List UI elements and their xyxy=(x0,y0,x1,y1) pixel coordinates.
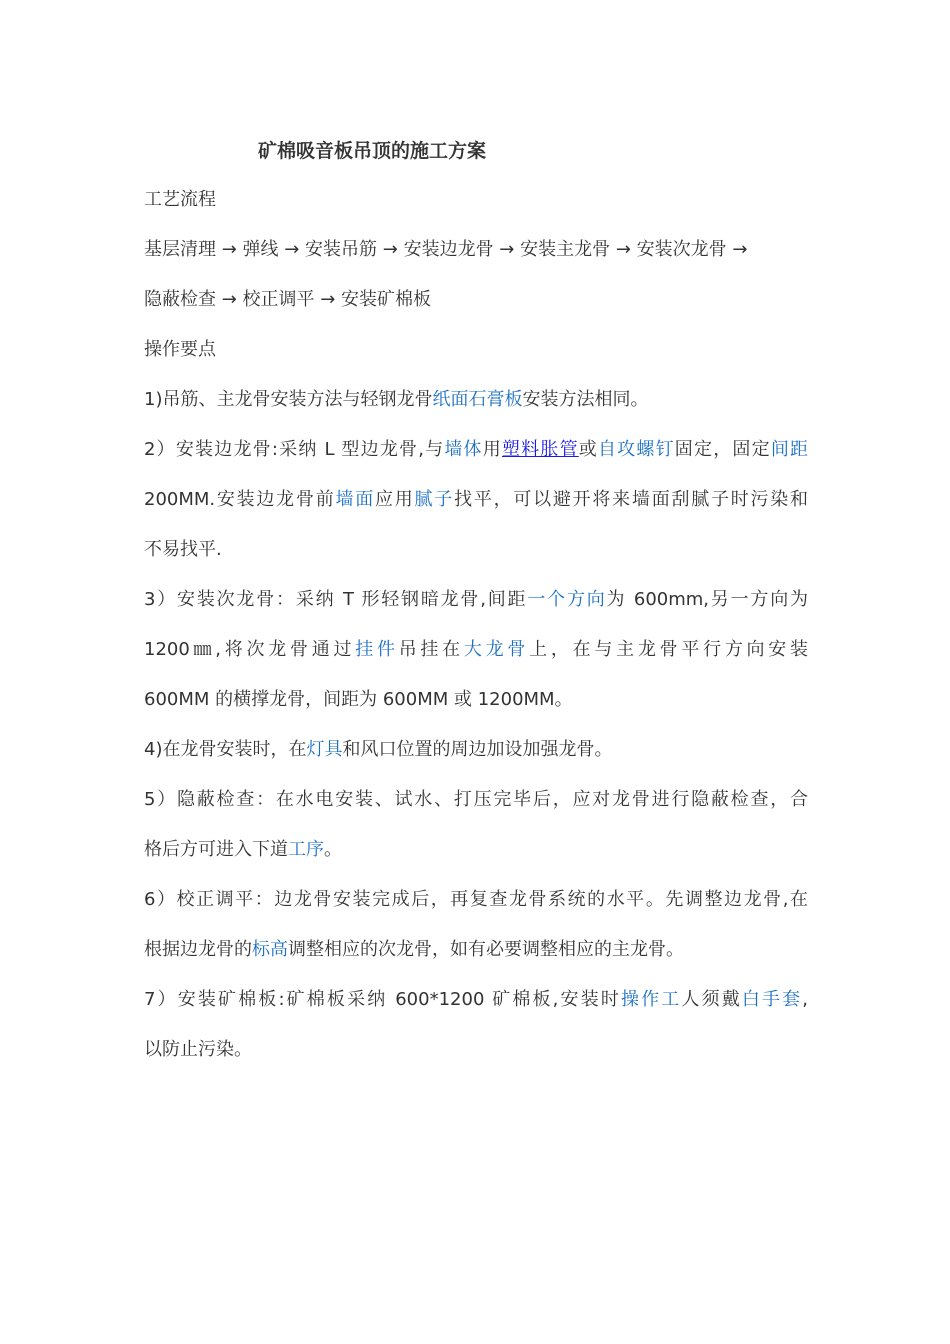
text-segment: 应用 xyxy=(375,489,415,510)
text-segment: 1)吊筋、主龙骨安装方法与轻钢龙骨 xyxy=(144,389,433,410)
text-segment: 3）安装次龙骨：采纳 T 形轻钢暗龙骨,间距 xyxy=(144,589,528,610)
text-line xyxy=(144,635,808,685)
term-link[interactable]: 大龙骨 xyxy=(463,639,530,660)
text-line xyxy=(144,285,808,335)
text-segment: 为 600mm,另一方向为 xyxy=(606,589,808,610)
text-segment: 或 xyxy=(578,439,598,460)
text-line xyxy=(144,185,808,235)
text-segment: 5）隐蔽检查：在水电安装、试水、打压完毕后，应对龙骨进行隐蔽检查，合 xyxy=(144,789,808,810)
text-segment: 格后方可进入下道 xyxy=(144,839,288,860)
term-link[interactable]: 自攻螺钉 xyxy=(597,439,675,460)
text-line xyxy=(144,535,808,585)
text-segment: 6）校正调平：边龙骨安装完成后，再复查龙骨系统的水平。先调整边龙骨,在 xyxy=(144,889,808,910)
term-link[interactable]: 灯具 xyxy=(306,739,343,760)
text-segment: 工艺流程 xyxy=(144,189,216,210)
text-line xyxy=(144,335,808,385)
document-body xyxy=(144,185,808,1085)
text-segment: 600MM 的横撑龙骨，间距为 600MM 或 1200MM。 xyxy=(144,689,573,710)
text-segment: 。 xyxy=(324,839,342,860)
term-link[interactable]: 一个方向 xyxy=(527,589,607,610)
text-segment: 找平，可以避开将来墙面刮腻子时污染和 xyxy=(454,489,809,510)
text-segment: 根据边龙骨的 xyxy=(144,939,252,960)
text-segment: 和风口位置的周边加设加强龙骨。 xyxy=(342,739,613,760)
term-link[interactable]: 挂件 xyxy=(355,639,399,660)
text-line xyxy=(144,985,808,1035)
term-link[interactable]: 操作工 xyxy=(620,989,682,1010)
text-segment: , xyxy=(802,989,809,1010)
text-segment: 200MM.安装边龙骨前 xyxy=(144,489,336,510)
text-segment: 2）安装边龙骨:采纳 L 型边龙骨,与 xyxy=(144,439,445,460)
term-link[interactable]: 白手套 xyxy=(741,989,803,1010)
term-link[interactable]: 墙体 xyxy=(444,439,483,460)
term-link[interactable]: 工序 xyxy=(288,839,324,860)
text-line xyxy=(144,785,808,835)
term-link[interactable]: 腻子 xyxy=(414,489,455,510)
text-segment: 固定，固定 xyxy=(674,439,771,460)
term-link[interactable]: 间距 xyxy=(770,439,809,460)
text-segment: 吊挂在 xyxy=(398,639,464,660)
text-line xyxy=(144,435,808,485)
text-segment: 调整相应的次龙骨，如有必要调整相应的主龙骨。 xyxy=(288,939,684,960)
term-link[interactable]: 纸面石膏板 xyxy=(432,389,523,410)
text-line xyxy=(144,485,808,535)
document-title: 矿棉吸音板吊顶的施工方案 xyxy=(258,140,487,162)
text-segment: 7）安装矿棉板:矿棉板采纳 600*1200 矿棉板,安装时 xyxy=(144,989,621,1010)
text-segment: 用 xyxy=(482,439,502,460)
text-segment: 基层清理 → 弹线 → 安装吊筋 → 安装边龙骨 → 安装主龙骨 → 安装次龙骨 → xyxy=(144,239,748,260)
text-line xyxy=(144,585,808,635)
text-segment: 1200㎜,将次龙骨通过 xyxy=(144,639,356,660)
term-link-underlined[interactable]: 塑料胀管 xyxy=(501,439,579,460)
text-line xyxy=(144,735,808,785)
text-segment: 不易找平. xyxy=(144,539,222,560)
text-segment: 4)在龙骨安装时，在 xyxy=(144,739,307,760)
text-line xyxy=(144,935,808,985)
term-link[interactable]: 标高 xyxy=(252,939,288,960)
text-segment: 上，在与主龙骨平行方向安装 xyxy=(529,639,809,660)
text-segment: 人须戴 xyxy=(681,989,742,1010)
text-segment: 安装方法相同。 xyxy=(522,389,649,410)
text-line xyxy=(144,685,808,735)
text-segment: 以防止污染。 xyxy=(144,1039,252,1060)
text-line xyxy=(144,235,808,285)
text-segment: 隐蔽检查 → 校正调平 → 安装矿棉板 xyxy=(144,289,432,310)
text-segment: 操作要点 xyxy=(144,339,216,360)
text-line xyxy=(144,885,808,935)
term-link[interactable]: 墙面 xyxy=(335,489,376,510)
text-line xyxy=(144,1035,808,1085)
text-line xyxy=(144,385,808,435)
text-line xyxy=(144,835,808,885)
